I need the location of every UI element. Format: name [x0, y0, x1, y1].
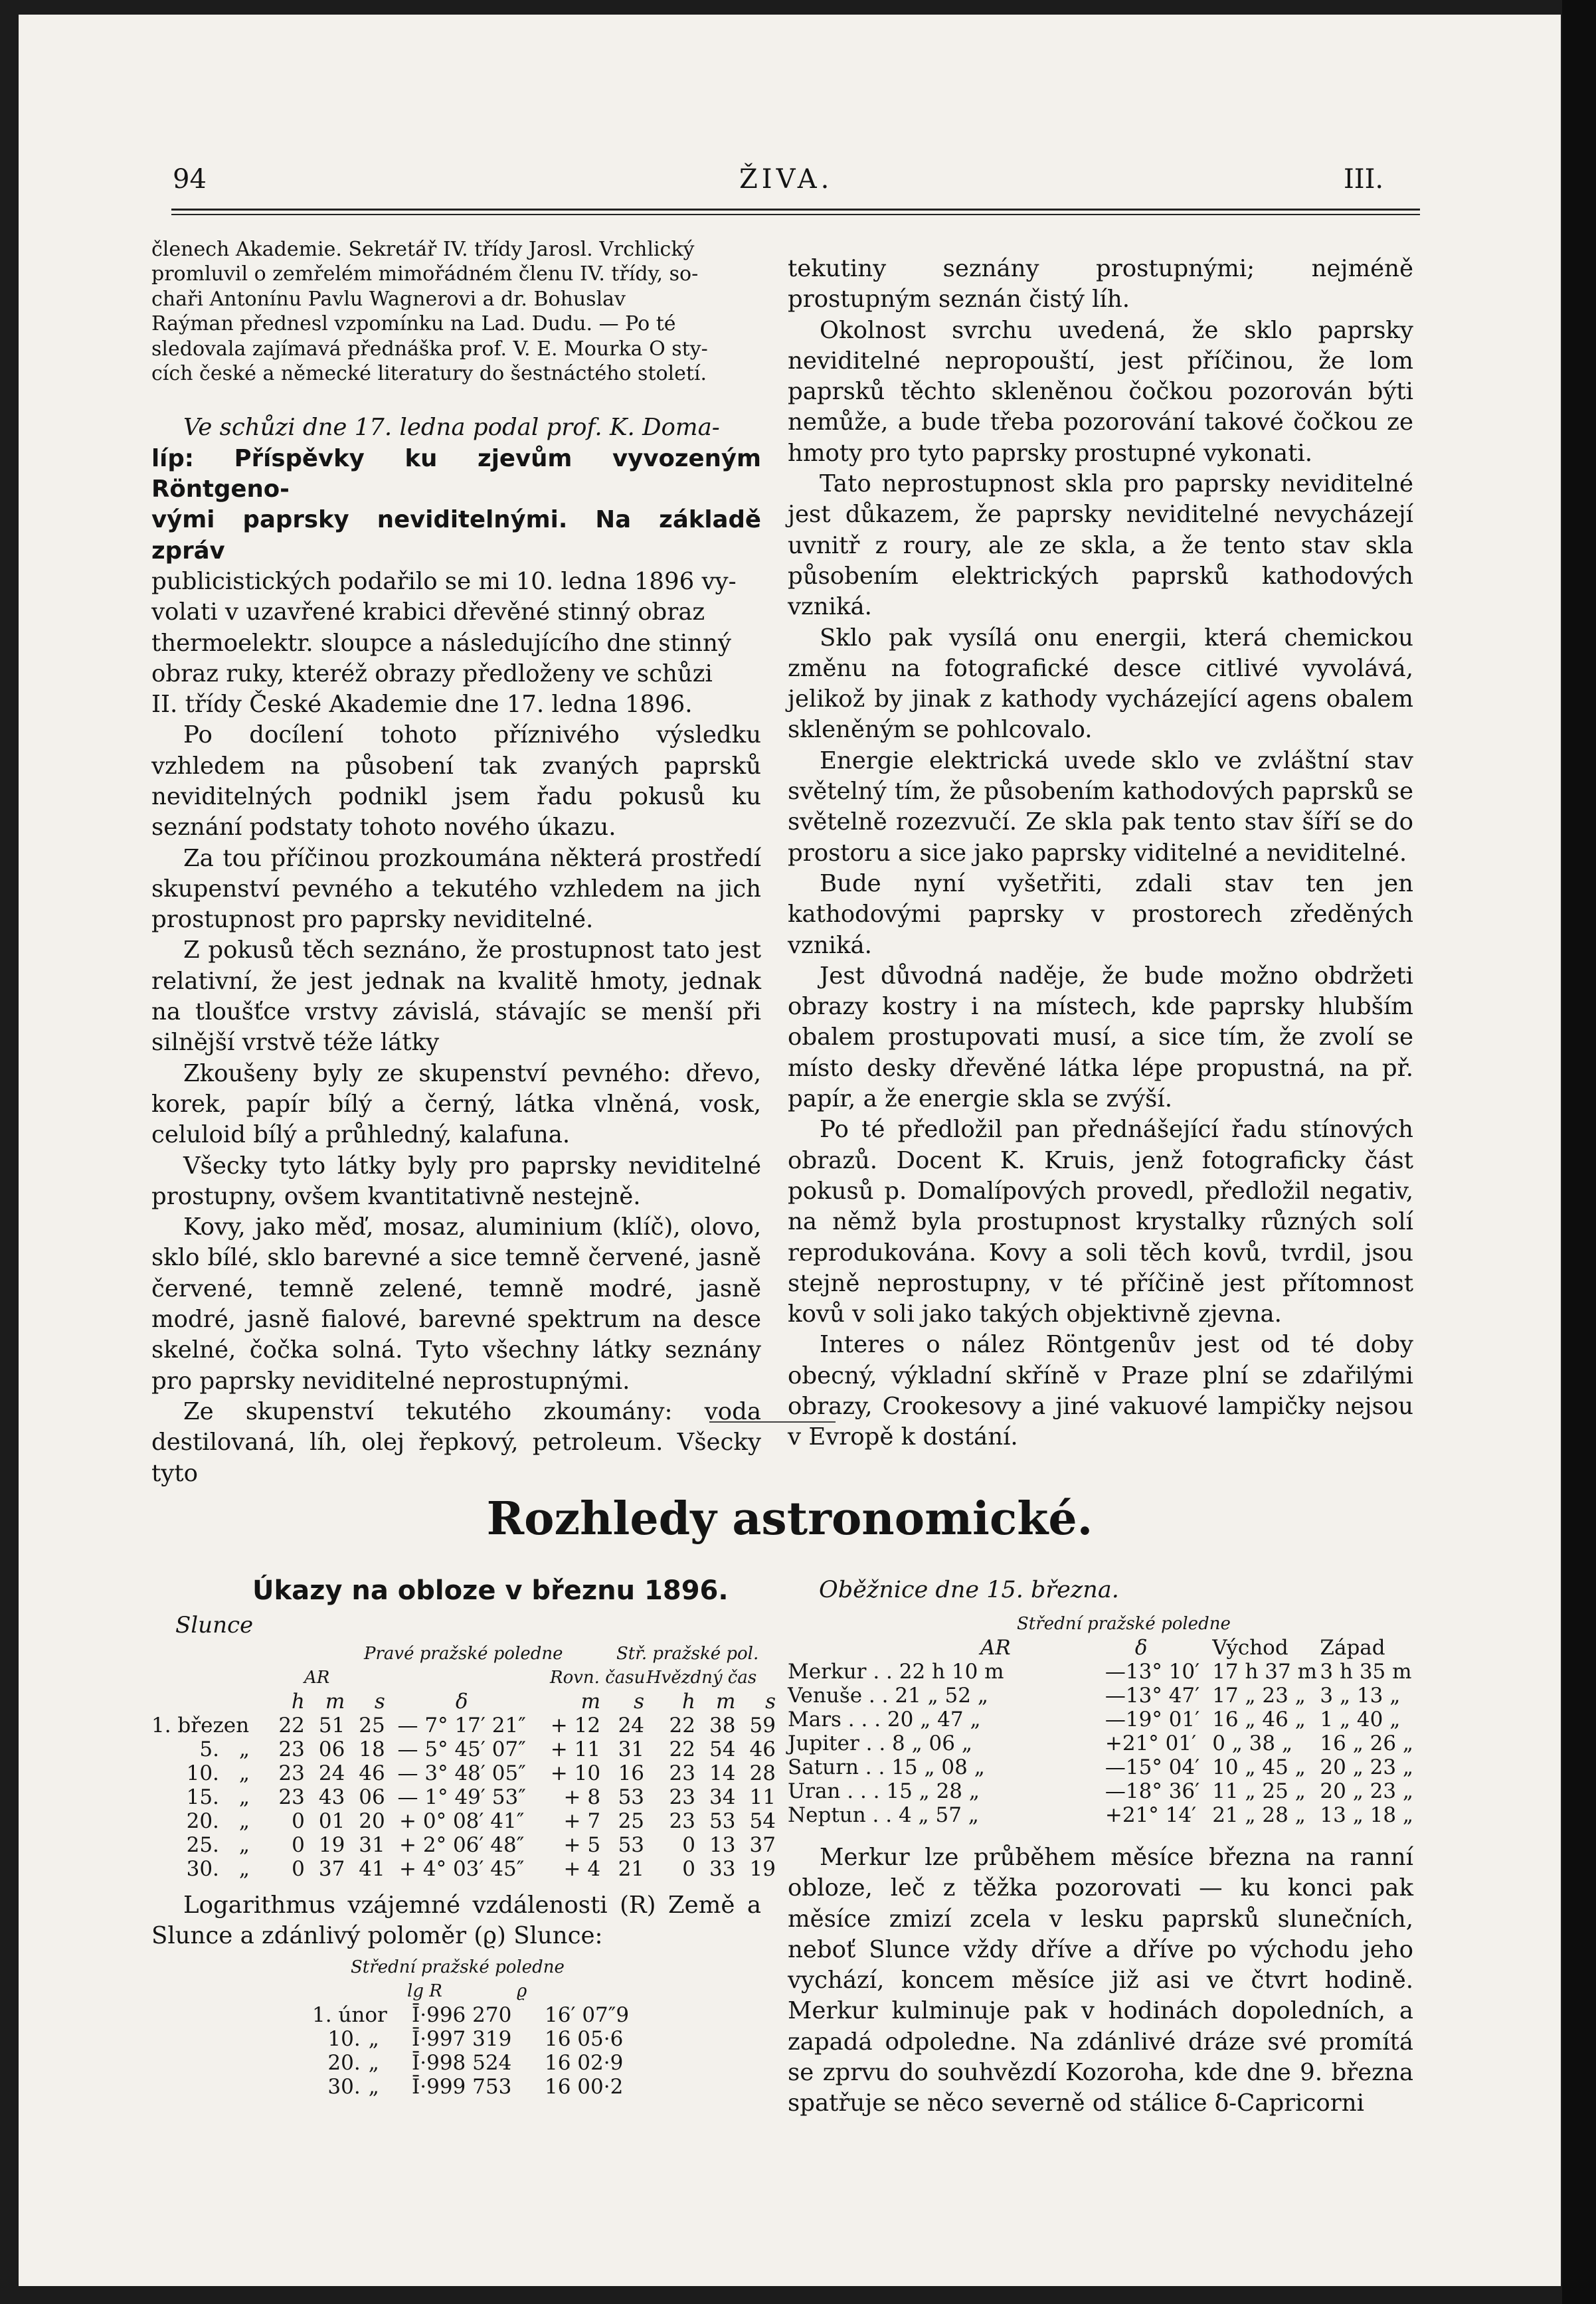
log-table	[278, 1955, 676, 2099]
log-paragraph: Logarithmus vzájemné vzdálenosti (R) Země a Slunce a zdánlivý poloměr (ϱ) Slunce:	[151, 1892, 761, 1950]
log-header-rho: ϱ	[517, 1981, 527, 2001]
session-line: líp: Příspěvky ku zjevům vyvozeným Röntgeno-	[151, 444, 761, 503]
paragraph: Jest důvodná naděje, že bude možno obdržeti obrazy kostry i na místech, kde paprsky hlubším obalem prostupovati musí, a sice tím, že zvolí se místo desky dřevěné látka lépe propustná, na př. papír, a že energie skla se zvýší.	[788, 962, 1413, 1113]
intro-block	[151, 237, 761, 386]
paragraph: Sklo pak vysílá onu energii, která chemickou změnu na fotografické desce citlivé vyvolává, jelikož by jinak z kathody vycházející agens obalem skleněným se pohlcovalo.	[788, 624, 1413, 744]
unit-s3: s	[765, 1690, 776, 1714]
planets-header-rise: Východ	[1212, 1636, 1288, 1660]
paragraph: Po docílení tohoto příznivého výsledku vzhledem na působení tak zvaných paprsků neviditelných podnikl jsem řadu pokusů ku seznání podstaty tohoto nového úkazu.	[151, 721, 761, 842]
sun-row: 10. „ 23 24 46 — 3° 48′ 05″ + 10 16 23 14 28	[186, 1761, 776, 1785]
planets-header-set: Západ	[1320, 1636, 1385, 1660]
sun-header-eq-time: Rovn. času	[550, 1668, 646, 1688]
unit-h: h	[291, 1690, 305, 1714]
intro-line: Raýman přednesl vzpomínku na Lad. Dudu. — Po té	[151, 312, 676, 336]
sun-header-mean-noon: Stř. pražské pol.	[616, 1644, 759, 1664]
planets-caption: Střední pražské poledne	[1017, 1614, 1231, 1634]
sun-header-true-noon: Pravé pražské poledne	[364, 1644, 563, 1664]
sun-table	[151, 1642, 776, 1881]
page-sheet	[19, 15, 1561, 2286]
paragraph: Z pokusů těch seznáno, že prostupnost tato jest relativní, že jest jednak na kvalitě hmoty, jednak na tloušťce vrstvy závislá, stávajíc se menší při silnější vrstvě téže látky	[151, 936, 761, 1057]
planet-row: Venuše . . 21 „ 52 „ —13° 47′ 17 „ 23 „ 3 „ 13 „	[788, 1684, 1401, 1708]
unit-delta: δ	[455, 1690, 468, 1714]
session-line: II. třídy České Akademie dne 17. ledna 1896.	[151, 691, 693, 719]
mercury-paragraph: Merkur lze průběhem měsíce března na ranní obloze, leč z těžka pozorovati — ku konci pak měsíce zmizí zcela v lesku paprsků slunečních, neboť Slunce vždy dříve a dříve po východu jeho vychází, koncem měsíce již asi ve čtvrt hodině. Merkur kulminuje pak v hodinách dopoledních, a zapadá odpoledne. Na zdánlivé dráze své promítá se zprvu do souhvězdí Kozoroha, kde dne 9. března spatřuje se něco severně od stálice δ-Capricorni	[788, 1844, 1413, 2117]
planet-row: Merkur . . 22 h 10 m —13° 10′ 17 h 37 m 3 h 35 m	[788, 1660, 1412, 1684]
session-line: volati v uzavřené krabici dřevěné stinný obraz	[151, 598, 705, 626]
unit-m: m	[325, 1690, 345, 1714]
session-line: publicistických podařilo se mi 10. ledna 1896 vy-	[151, 567, 737, 595]
paragraph: Kovy, jako měď, mosaz, aluminium (klíč), olovo, sklo bílé, sklo barevné a sice temně červené, jasně červené, temně zelené, temně modré, jasně modré, jasně fialové, barevné spektrum na desce skelné, čočka solná. Tyto všechny látky seznány pro paprsky neviditelné neprostupnými.	[151, 1213, 761, 1395]
log-row: 10. „ Ī·997 319 16 05·6	[327, 2027, 624, 2051]
paragraph: Interes o nález Röntgenův jest od té doby obecný, výkladní skříně v Praze plní se zdařilými obrazy, Crookesovy a jiné vakuové lampičky nejsou v Evropě k dostání.	[788, 1331, 1413, 1451]
planets-table	[788, 1612, 1413, 1827]
planet-row: Saturn . . 15 „ 08 „ —15° 04′ 10 „ 45 „ 20 „ 23 „	[788, 1755, 1413, 1779]
session-line: Ve schůzi dne 17. ledna podal prof. K. Doma-	[183, 414, 720, 442]
log-row: 1. únor Ī·996 270 16′ 07″9	[312, 2003, 630, 2027]
volume-number: III.	[1344, 164, 1384, 195]
sun-row: 20. „ 0 01 20 + 0° 08′ 41″ + 7 25 23 53 54	[186, 1809, 776, 1833]
log-data-table	[278, 2003, 629, 2099]
session-line: thermoelektr. sloupce a následujícího dne stinný	[151, 629, 731, 657]
section-title: Rozhledy astronomické.	[486, 1492, 1093, 1546]
intro-line: chaři Antonínu Pavlu Wagnerovi a dr. Bohuslav	[151, 287, 626, 311]
planets-header-delta: δ	[1134, 1636, 1148, 1660]
page-number: 94	[173, 164, 207, 195]
log-row: 30. „ Ī·999 753 16 00·2	[327, 2075, 624, 2099]
intro-line: promluvil o zemřelém mimořádném členu IV. třídy, so-	[151, 262, 699, 286]
planet-row: Neptun . . 4 „ 57 „ +21° 14′ 21 „ 28 „ 13 „ 18 „	[788, 1803, 1413, 1827]
planet-row: Mars . . . 20 „ 47 „ —19° 01′ 16 „ 46 „ 1 „ 40 „	[788, 1708, 1401, 1731]
unit-m2: m	[580, 1690, 601, 1714]
paragraph: Zkoušeny byly ze skupenství pevného: dřevo, korek, papír bílý a černý, látka vlněná, vosk, celuloid bílý a průhledný, kalafuna.	[151, 1059, 761, 1149]
intro-line: cích české a německé literatury do šestnáctého století.	[151, 362, 707, 386]
planet-row: Jupiter . . 8 „ 06 „ +21° 01′ 0 „ 38 „ 16 „ 26 „	[788, 1731, 1413, 1755]
paragraph: Všecky tyto látky byly pro paprsky neviditelné prostupny, ovšem kvantitativně nestejně.	[151, 1152, 761, 1210]
sun-row: 25. „ 0 19 31 + 2° 06′ 48″ + 5 53 0 13 37	[186, 1833, 776, 1857]
unit-m3: m	[716, 1690, 736, 1714]
paragraph: Okolnost svrchu uvedená, že sklo paprsky neviditelné nepropouští, jest příčinou, že lom paprsků těchto skleněnou čočkou pozorován býti nemůže, a bude třeba pozorování takové čočkou ze hmoty pro tyto paprsky prostupné vykonati.	[788, 316, 1413, 467]
planets-data-table	[788, 1636, 1413, 1827]
log-caption: Střední pražské poledne	[351, 1957, 565, 1977]
log-header-lgr: lg R	[407, 1981, 442, 2001]
sun-header-ar: AR	[304, 1668, 330, 1688]
paragraph: Energie elektrická uvede sklo ve zvláštní stav světelný tím, že působením kathodových paprsků se světelně rozezvučí. Ze skla pak tento stav šíří se do prostoru a sice jako paprsky viditelné a neviditelné.	[788, 747, 1413, 867]
paragraph: Po té předložil pan přednášející řadu stínových obrazů. Docent K. Kruis, jenž fotograficky část pokusů p. Domalípových provedl, předložil negativ, na němž byla prostupnost krystalky různých solí reprodukována. Kovy a soli těch kovů, tvrdil, jsou stejně neprostupny, v té příčině jest přítomnost kovů v soli jako takých objektivně zjevna.	[788, 1116, 1413, 1328]
paragraph: Za tou příčinou prozkoumána některá prostředí skupenství pevného a tekutého vzhledem na jich prostupnost pro paprsky neviditelné.	[151, 844, 761, 934]
unit-h2: h	[682, 1690, 695, 1714]
session-block	[151, 412, 761, 720]
paragraph: tekutiny seznány prostupnými; nejméně prostupným seznán čistý líh.	[788, 255, 1413, 313]
session-line: vými paprsky neviditelnými. Na základě zpráv	[151, 506, 761, 565]
paragraph: Ze skupenství tekutého zkoumány: voda destilovaná, líh, olej řepkový, petroleum. Všecky tyto	[151, 1397, 761, 1487]
subsection-title: Úkazy na obloze v březnu 1896.	[252, 1575, 729, 1606]
unit-s: s	[374, 1690, 385, 1714]
sun-row: 5. „ 23 06 18 — 5° 45′ 07″ + 11 31 22 54 46	[199, 1737, 776, 1761]
planet-row: Uran . . . 15 „ 28 „ —18° 36′ 11 „ 25 „ 20 „ 23 „	[788, 1779, 1413, 1803]
session-line: obraz ruky, kteréž obrazy předloženy ve schůzi	[151, 660, 713, 687]
right-column	[788, 254, 1413, 1453]
log-row: 20. „ Ī·998 524 16 02·9	[327, 2051, 624, 2075]
intro-line: členech Akademie. Sekretář IV. třídy Jarosl. Vrchlický	[151, 238, 695, 261]
left-column	[151, 237, 761, 1489]
sun-label: Slunce	[175, 1612, 254, 1639]
intro-line: sledovala zajímavá přednáška prof. V. E. Mourka O sty-	[151, 337, 708, 361]
section-divider	[709, 1421, 836, 1423]
planets-title: Oběžnice dne 15. března.	[819, 1577, 1119, 1603]
journal-title: ŽIVA.	[739, 164, 834, 195]
sun-row: 1. březen 22 51 25 — 7° 17′ 21″ + 12 24 22 38 59	[151, 1714, 776, 1737]
sun-row: 15. „ 23 43 06 — 1° 49′ 53″ + 8 53 23 34 11	[186, 1785, 776, 1809]
scan-border	[1562, 0, 1596, 2304]
header-rule	[171, 209, 1420, 215]
paragraph: Tato neprostupnost skla pro paprsky neviditelné jest důkazem, že paprsky neviditelné nevycházejí uvnitř z roury, ale ze skla, a že tento stav skla působením elektrických paprsků kathodových vzniká.	[788, 470, 1413, 621]
paragraph: Bude nyní vyšetřiti, zdali stav ten jen kathodovými paprsky v prostorech zředěných vzniká.	[788, 869, 1413, 959]
sun-header-sidereal: Hvězdný čas	[646, 1668, 757, 1688]
sun-row: 30. „ 0 37 41 + 4° 03′ 45″ + 4 21 0 33 19	[186, 1857, 776, 1881]
unit-s2: s	[634, 1690, 645, 1714]
sun-data-table	[151, 1690, 776, 1881]
planets-header-ar: AR	[980, 1636, 1011, 1660]
